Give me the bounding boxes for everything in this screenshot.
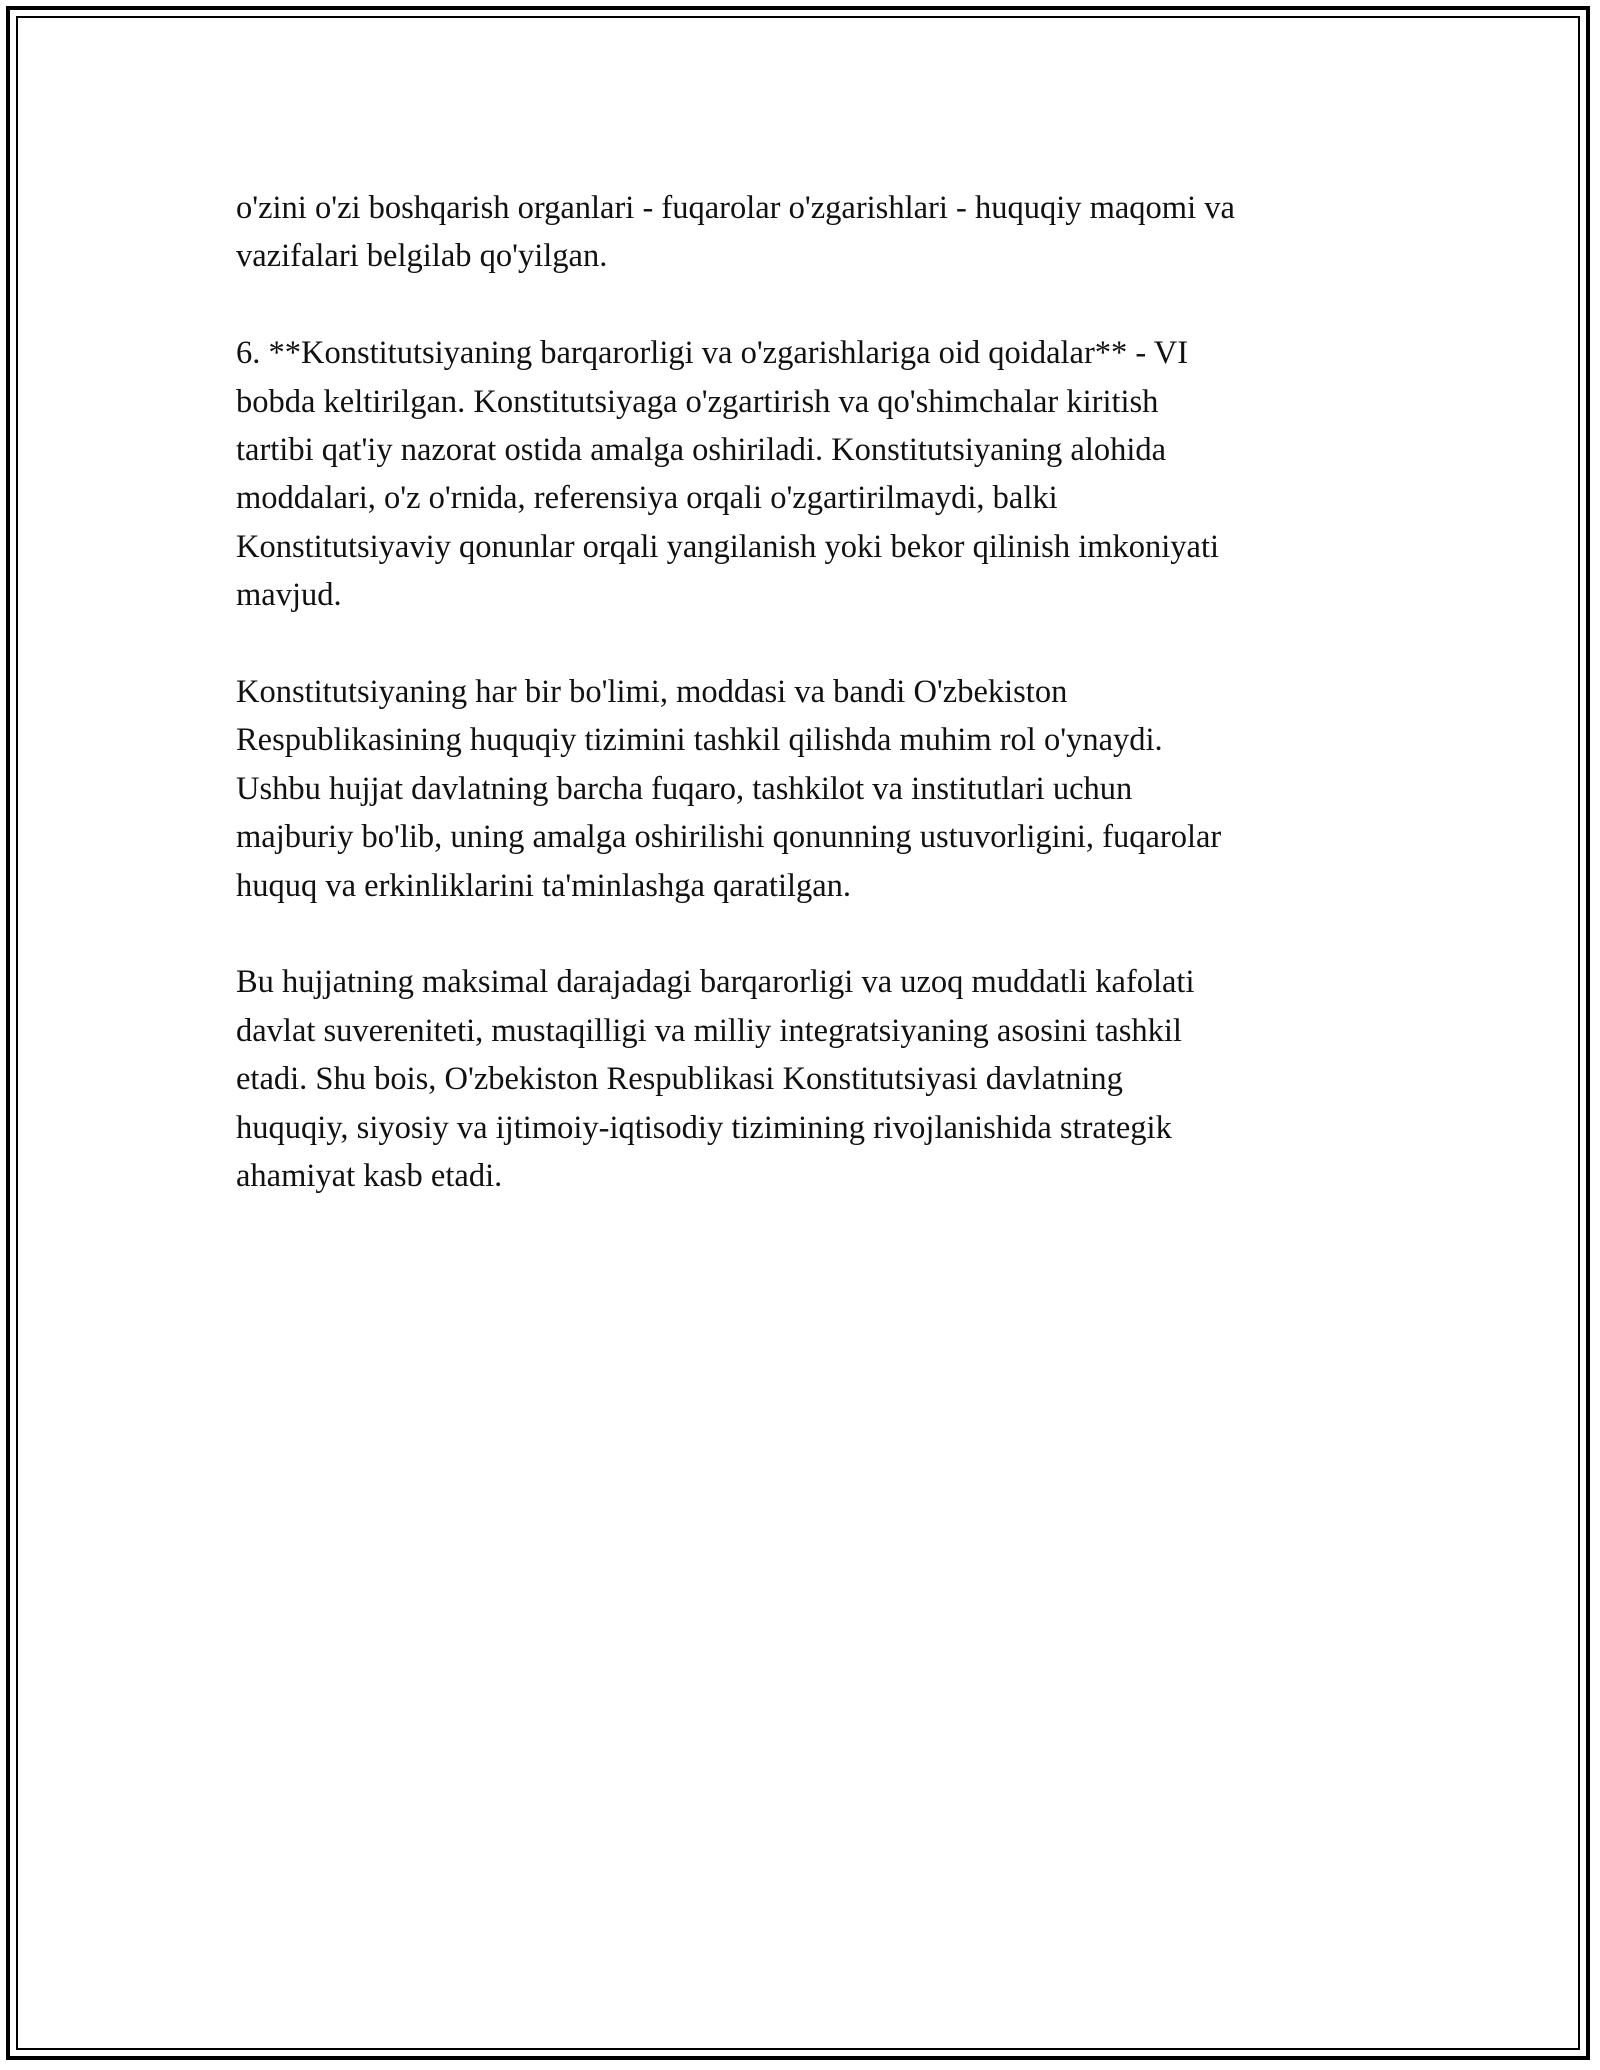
document-body: [236, 184, 1386, 1249]
paragraph-legal-system-role: Konstitutsiyaning har bir bo'limi, moddasi va bandi O'zbekiston Respublikasining huquqiy tizimini tashkil qilishda muhim rol o'ynaydi. Ushbu hujjat davlatning barcha fuqaro, tashkilot va institutlari uchun majburiy bo'lib, uning amalga oshirilishi qonunning ustuvorligini, fuqarolar huquq va erkinliklarini ta'minlashga qaratilgan.: [236, 674, 1222, 904]
paragraph-local-government: o'zini o'zi boshqarish organlari - fuqarolar o'zgarishlari - huquqiy maqomi va vazifalari belgilab qo'yilgan.: [236, 190, 1235, 275]
paragraph-strategic-importance: Bu hujjatning maksimal darajadagi barqarorligi va uzoq muddatli kafolati davlat suvereniteti, mustaqilligi va milliy integratsiyaning asosini tashkil etadi. Shu bois, O'zbekiston Respublikasi Konstitutsiyasi davlatning huquqiy, siyosiy va ijtimoiy-iqtisodiy tizimining rivojlanishida strategik ahamiyat kasb etadi.: [236, 964, 1195, 1195]
paragraph-section-6-stability: 6. **Konstitutsiyaning barqarorligi va o'zgarishlariga oid qoidalar** - VI bobda keltirilgan. Konstitutsiyaga o'zgartirish va qo'shimchalar kiritish tartibi qat'iy nazorat ostida amalga oshiriladi. Konstitutsiyaning alohida moddalari, o'z o'rnida, referensiya orqali o'zgartirilmaydi, balki Konstitutsiyaviy qonunlar orqali yangilanish yoki bekor qilinish imkoniyati mavjud.: [236, 335, 1220, 614]
